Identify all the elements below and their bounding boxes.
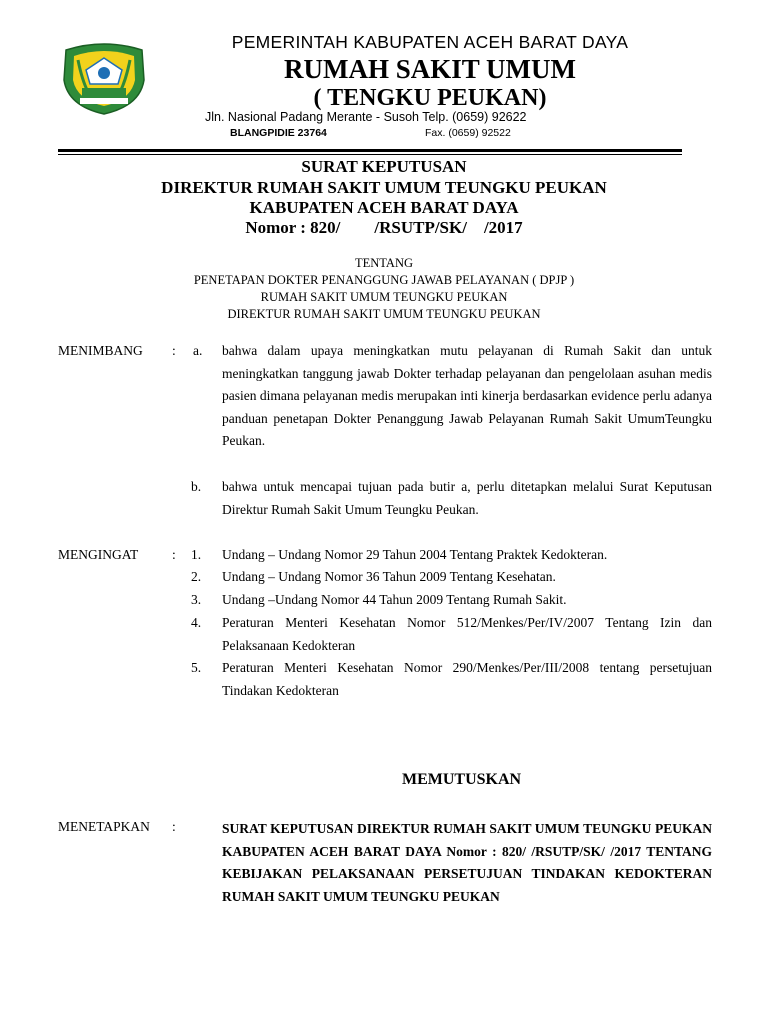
menetapkan-text: SURAT KEPUTUSAN DIREKTUR RUMAH SAKIT UMUM TEUNGKU PEUKAN KABUPATEN ACEH BARAT DAYA Nomor : 820/ /RSUTP/SK/ /2017 TENTANG KEBIJAKAN PELAKSANAAN PERSETUJUAN TINDAKAN KEDOKTERAN RUMAH SAKIT UMUM TEUNGKU PEUKAN bbox=[222, 821, 712, 904]
mengingat-item-4: Peraturan Menteri Kesehatan Nomor 512/Menkes/Per/IV/2007 Tentang Izin dan Pelaksanaan Kedokteran bbox=[222, 615, 712, 653]
about-subject: PENETAPAN DOKTER PENANGGUNG JAWAB PELAYANAN ( DPJP ) bbox=[193, 273, 575, 287]
about-director: DIREKTUR RUMAH SAKIT UMUM TEUNGKU PEUKAN bbox=[227, 307, 541, 321]
mengingat-marker-1: 1. bbox=[191, 547, 202, 562]
hospital-name: ( TENGKU PEUKAN) bbox=[313, 85, 547, 111]
mengingat-colon: : bbox=[172, 547, 176, 562]
menimbang-label: MENIMBANG bbox=[58, 343, 143, 358]
menimbang-item-a: bahwa dalam upaya meningkatkan mutu pelayanan di Rumah Sakit dan untuk meningkatkan tanggung jawab Dokter terhadap pelayanan dan pengelolaan asuhan medis pasien dimana pelayanan medis merupakan inti kinerja berdasarkan evidence perlu adanya panduan penetapan Dokter Penanggung Jawab Pelayanan Rumah Sakit UmumTeungku Peukan. bbox=[222, 343, 712, 448]
decree-issuer: DIREKTUR RUMAH SAKIT UMUM TEUNGKU PEUKAN bbox=[161, 178, 607, 197]
mengingat-marker-4: 4. bbox=[191, 615, 202, 630]
hospital-title: RUMAH SAKIT UMUM bbox=[284, 54, 576, 84]
letterhead-rule-thick bbox=[58, 149, 682, 152]
mengingat-item-2: Undang – Undang Nomor 36 Tahun 2009 Tentang Kesehatan. bbox=[222, 569, 556, 584]
decree-number: Nomor : 820/ /RSUTP/SK/ /2017 bbox=[245, 218, 523, 237]
about-hospital: RUMAH SAKIT UMUM TEUNGKU PEUKAN bbox=[260, 290, 508, 304]
memutuskan-heading: MEMUTUSKAN bbox=[402, 771, 522, 788]
menetapkan-colon: : bbox=[172, 819, 176, 834]
letterhead-rule-thin bbox=[58, 154, 682, 155]
mengingat-marker-3: 3. bbox=[191, 592, 202, 607]
address-line: Jln. Nasional Padang Merante - Susoh Telp. (0659) 92622 bbox=[205, 110, 527, 124]
mengingat-marker-5: 5. bbox=[191, 660, 202, 675]
government-line: PEMERINTAH KABUPATEN ACEH BARAT DAYA bbox=[231, 32, 629, 52]
menimbang-item-b: bahwa untuk mencapai tujuan pada butir a, perlu ditetapkan melalui Surat Keputusan Direktur Rumah Sakit Umum Teungku Peukan. bbox=[222, 479, 712, 517]
mengingat-item-3: Undang –Undang Nomor 44 Tahun 2009 Tentang Rumah Sakit. bbox=[222, 592, 567, 607]
menetapkan-label: MENETAPKAN bbox=[58, 819, 150, 834]
mengingat-item-1: Undang – Undang Nomor 29 Tahun 2004 Tentang Praktek Kedokteran. bbox=[222, 547, 608, 562]
menimbang-colon: : bbox=[172, 343, 176, 358]
mengingat-marker-2: 2. bbox=[191, 569, 202, 584]
menimbang-marker-b: b. bbox=[191, 479, 202, 494]
menimbang-marker-a: a. bbox=[193, 343, 203, 358]
decree-region: KABUPATEN ACEH BARAT DAYA bbox=[249, 198, 519, 217]
aceh-barat-daya-emblem-icon bbox=[58, 40, 150, 116]
decree-title: SURAT KEPUTUSAN bbox=[301, 157, 467, 176]
about-heading: TENTANG bbox=[354, 256, 413, 270]
mengingat-label: MENGINGAT bbox=[58, 547, 139, 562]
mengingat-item-5: Peraturan Menteri Kesehatan Nomor 290/Menkes/Per/III/2008 tentang persetujuan Tindakan Kedokteran bbox=[222, 660, 712, 698]
city-postcode: BLANGPIDIE 23764 bbox=[230, 127, 327, 139]
fax-number: Fax. (0659) 92522 bbox=[425, 127, 511, 139]
